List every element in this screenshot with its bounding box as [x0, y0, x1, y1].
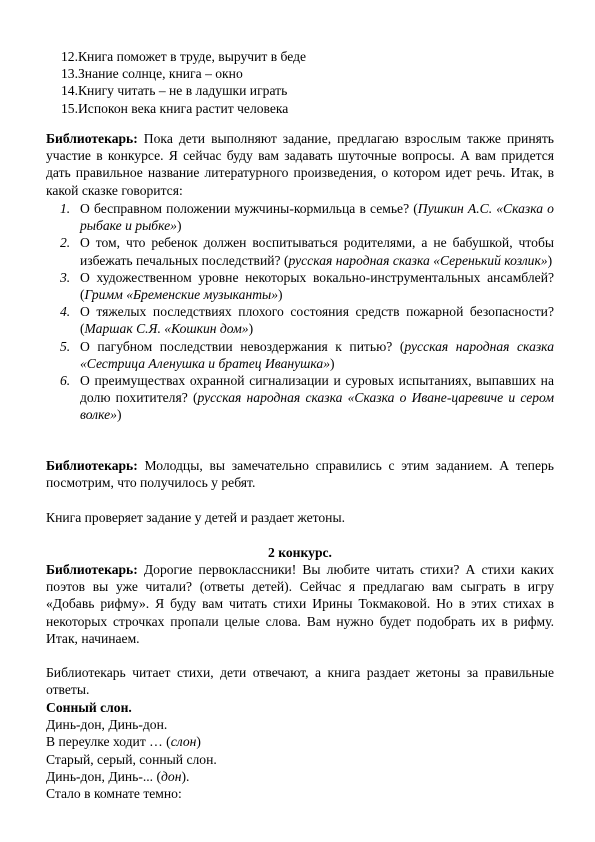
- paren-close: ): [116, 407, 122, 423]
- question-text: О тяжелых последствиях плохого состояния средств пожарной безопасности? (: [80, 304, 554, 337]
- poem-title: Сонный слон.: [46, 700, 132, 715]
- librarian-game-paragraph: [46, 561, 554, 647]
- poem-line: [46, 768, 217, 785]
- paragraph-text: Молодцы, вы замечательно справились с этим заданием. А теперь посмотрим, что получилось у ребят.: [46, 458, 554, 491]
- question-item: [46, 200, 554, 234]
- proverb-item: 14.Книгу читать – не в ладушки играть: [61, 83, 288, 99]
- paren-close: ): [176, 218, 182, 234]
- poem-answer: дон: [161, 768, 182, 784]
- proverb-item: 15.Испокон века книга растит человека: [61, 100, 289, 116]
- question-answer: Пушкин А.С. «Сказка о рыбаке и рыбке»: [80, 201, 554, 234]
- paragraph-text: Пока дети выполняют задание, предлагаю взрослым также принять участие в конкурсе. Я сейчас буду вам задавать шуточные вопросы. А вам придется дать правильное название литературного произведения, о котором идет речь. Итак, в какой сказке говорится:: [46, 131, 554, 198]
- poem-answer: слон: [170, 734, 197, 750]
- question-answer: Гримм «Бременские музыканты»: [84, 287, 279, 303]
- librarian-praise-paragraph: [46, 457, 554, 491]
- paragraph-text: Дорогие первоклассники! Вы любите читать стихи? А стихи каких поэтов вы уже читали? (ответы детей). Сейчас я предлагаю вам сыграть в игру «Добавь рифму». Я буду вам читать стихи Ирины Токмаковой. Но в этих стихах в некоторых строчках пропали целые слова. Вам нужно будет подобрать их в рифму. Итак, начинаем.: [46, 562, 554, 646]
- question-answer: русская народная сказка «Серенький козлик»: [288, 252, 548, 268]
- speaker-label: Библиотекарь:: [46, 458, 138, 473]
- question-item: [46, 234, 554, 268]
- speaker-label: Библиотекарь:: [46, 131, 138, 146]
- section-heading: 2 конкурс.: [268, 545, 332, 560]
- question-text: О пагубном последствии невоздержания к питью? (: [80, 338, 405, 354]
- question-item: [46, 269, 554, 303]
- question-number: 5.: [60, 338, 71, 354]
- poem: [46, 699, 217, 802]
- librarian-intro-paragraph: [46, 130, 554, 199]
- poem-text: ): [196, 734, 201, 750]
- speaker-label: Библиотекарь:: [46, 562, 138, 577]
- question-number: 4.: [60, 304, 71, 320]
- question-answer: русская народная сказка «Сестрица Аленушка и братец Иванушка»: [80, 338, 554, 371]
- poem-line: Старый, серый, сонный слон.: [46, 751, 217, 767]
- question-text: О том, что ребенок должен воспитываться родителями, а не бабушкой, чтобы избежать печальных последствий? (: [80, 235, 554, 268]
- proverb-item: 13.Знание солнце, книга – окно: [61, 66, 243, 82]
- poem-text: ).: [181, 768, 190, 784]
- question-text: О художественном уровне некоторых вокально-инструментальных ансамблей? (: [80, 269, 554, 303]
- proverb-list: [61, 48, 306, 117]
- paren-close: ): [248, 321, 254, 337]
- poem-text: В переулке ходит … (: [46, 734, 171, 750]
- question-text: О преимуществах охранной сигнализации и суровых испытаниях, выпавших на долю похитителя? (: [80, 373, 554, 406]
- book-checks-paragraph: Книга проверяет задание у детей и раздает жетоны.: [46, 510, 345, 525]
- question-text: О бесправном положении мужчины-кормильца в семье? (: [80, 201, 418, 216]
- question-number: 1.: [60, 201, 71, 216]
- paren-close: ): [547, 252, 553, 268]
- question-item: [46, 338, 554, 372]
- librarian-reads-paragraph: Библиотекарь читает стихи, дети отвечают, а книга раздает жетоны за правильные ответы.: [46, 665, 554, 698]
- proverb-item: 12.Книга поможет в труде, выручит в беде: [61, 49, 307, 64]
- poem-line: Стало в комнате темно:: [46, 786, 182, 802]
- question-item: [46, 303, 554, 337]
- question-number: 3.: [60, 269, 71, 285]
- question-answer: Маршак С.Я. «Кошкин дом»: [84, 321, 249, 337]
- paren-close: ): [330, 355, 335, 371]
- poem-text: Динь-дон, Динь-... (: [46, 768, 162, 784]
- question-list: [46, 200, 554, 424]
- poem-line: Динь-дон, Динь-дон.: [46, 717, 168, 733]
- question-answer: русская народная сказка «Сказка о Иване-царевиче и сером волке»: [80, 390, 554, 423]
- question-item: [46, 372, 554, 424]
- question-number: 6.: [60, 373, 71, 389]
- paren-close: ): [278, 287, 283, 303]
- poem-line: [46, 733, 217, 750]
- question-number: 2.: [60, 235, 71, 251]
